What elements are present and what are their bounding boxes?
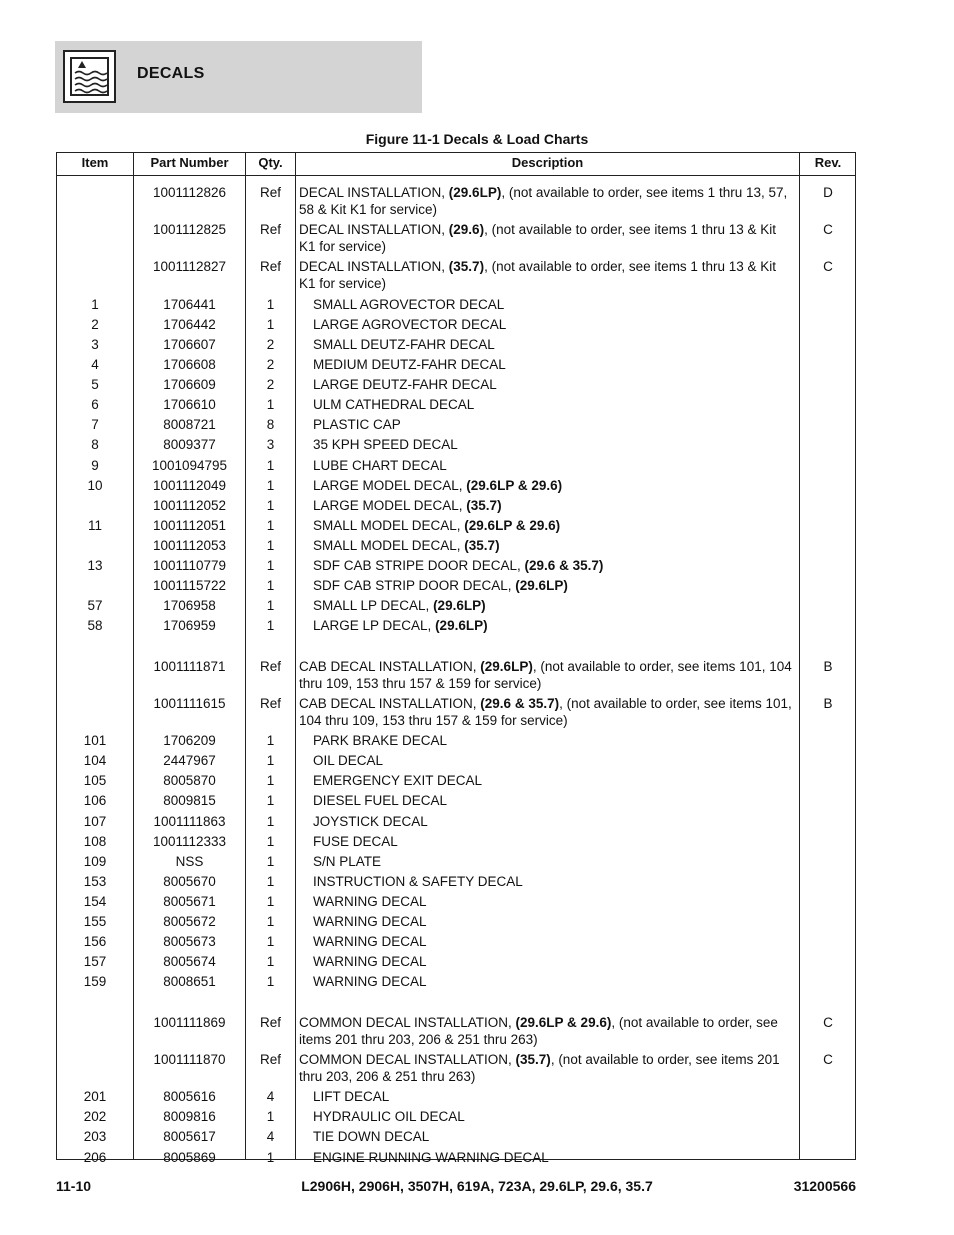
description-text: SDF CAB STRIP DOOR DECAL,: [313, 578, 516, 593]
description-cell: [313, 336, 795, 353]
model-qualifier: (29.6LP): [448, 185, 502, 200]
part-number-cell: 1001111615: [153, 696, 226, 711]
qty-cell: 1: [266, 954, 275, 969]
item-cell: 2: [91, 317, 99, 332]
description-cell: [299, 221, 795, 255]
part-number-cell: 8005869: [163, 1150, 216, 1165]
qty-cell: 1: [266, 598, 275, 613]
item-cell: 155: [83, 914, 107, 929]
description-note: , (not available to order, see items 1 thru 13 & Kit K1 for service): [299, 222, 776, 254]
description-cell: [313, 792, 795, 809]
description-text: WARNING DECAL: [313, 894, 427, 909]
qty-cell: 1: [266, 1150, 275, 1165]
page-number: 11-10: [56, 1178, 92, 1194]
description-cell: [299, 695, 795, 729]
item-cell: 13: [87, 558, 103, 573]
description-text: LARGE DEUTZ-FAHR DECAL: [313, 377, 497, 392]
description-cell: [313, 457, 795, 474]
model-qualifier: (29.6 & 35.7): [524, 558, 604, 573]
part-number-cell: 1706610: [163, 397, 216, 412]
qty-cell: 3: [266, 437, 275, 452]
item-cell: 58: [87, 618, 103, 633]
figure-caption: Figure 11-1 Decals & Load Charts: [365, 131, 589, 147]
qty-cell: Ref: [259, 1052, 281, 1067]
decal-manual-icon: [63, 50, 116, 103]
rev-cell: C: [823, 1052, 833, 1067]
item-cell: 203: [83, 1129, 107, 1144]
qty-cell: Ref: [259, 1015, 281, 1030]
description-text: SMALL DEUTZ-FAHR DECAL: [313, 337, 495, 352]
qty-cell: 1: [266, 753, 275, 768]
part-number-cell: 8005673: [163, 934, 216, 949]
qty-cell: 1: [266, 538, 275, 553]
description-cell: [313, 913, 795, 930]
description-cell: [299, 184, 795, 218]
qty-cell: 1: [266, 458, 275, 473]
description-text: LUBE CHART DECAL: [313, 458, 447, 473]
description-text: DIESEL FUEL DECAL: [313, 793, 448, 808]
part-number-cell: 1706209: [163, 733, 216, 748]
qty-cell: Ref: [259, 259, 281, 274]
qty-cell: Ref: [259, 696, 281, 711]
description-note: , (not available to order, see items 1 thru 13 & Kit K1 for service): [299, 259, 776, 291]
model-qualifier: (29.6LP): [515, 578, 568, 593]
description-cell: [313, 973, 795, 990]
description-cell: [313, 296, 795, 313]
description-cell: [313, 1088, 795, 1105]
item-cell: 5: [91, 377, 99, 392]
description-text: LARGE MODEL DECAL,: [313, 478, 467, 493]
description-text: WARNING DECAL: [313, 914, 427, 929]
part-number-cell: 1001111871: [153, 659, 226, 674]
part-number-cell: 8005870: [163, 773, 216, 788]
part-number-cell: 1001112826: [152, 185, 227, 200]
description-text: DECAL INSTALLATION,: [299, 222, 449, 237]
qty-cell: Ref: [259, 659, 281, 674]
model-qualifier: (29.6LP): [433, 598, 486, 613]
description-cell: [313, 1149, 795, 1166]
part-number-cell: 8009815: [163, 793, 216, 808]
model-qualifier: (29.6LP & 29.6): [466, 478, 563, 493]
description-text: WARNING DECAL: [313, 954, 427, 969]
qty-cell: 1: [266, 498, 275, 513]
part-number-cell: 1706608: [163, 357, 216, 372]
qty-cell: 1: [266, 974, 275, 989]
description-note: , (not available to order, see items 1 thru 13, 57, 58 & Kit K1 for service): [299, 185, 788, 217]
part-number-cell: 8005616: [163, 1089, 216, 1104]
model-list: L2906H, 2906H, 3507H, 619A, 723A, 29.6LP, 29.6, 35.7: [301, 1178, 653, 1194]
item-cell: 107: [83, 814, 107, 829]
description-text: LARGE AGROVECTOR DECAL: [313, 317, 507, 332]
model-qualifier: (35.7): [466, 498, 502, 513]
description-cell: [313, 732, 795, 749]
description-text: LARGE MODEL DECAL,: [313, 498, 467, 513]
description-cell: [313, 396, 795, 413]
item-cell: 57: [87, 598, 103, 613]
qty-cell: 4: [266, 1129, 275, 1144]
description-cell: [313, 577, 795, 594]
description-cell: [313, 953, 795, 970]
description-cell: [313, 497, 795, 514]
part-number-cell: 1001111863: [153, 814, 226, 829]
description-cell: [313, 813, 795, 830]
qty-cell: 1: [266, 518, 275, 533]
part-number-cell: NSS: [175, 854, 204, 869]
qty-cell: 1: [266, 317, 275, 332]
description-note: , (not available to order, see items 101, 104 thru 109, 153 thru 157 & 159 for service): [299, 659, 792, 691]
item-cell: 206: [83, 1150, 107, 1165]
qty-cell: 1: [266, 397, 275, 412]
description-text: FUSE DECAL: [313, 834, 398, 849]
description-text: LIFT DECAL: [313, 1089, 390, 1104]
item-cell: 9: [91, 458, 99, 473]
qty-cell: 1: [266, 814, 275, 829]
qty-cell: Ref: [259, 222, 281, 237]
model-qualifier: (29.6LP & 29.6): [515, 1015, 612, 1030]
rev-cell: C: [823, 259, 833, 274]
section-title: DECALS: [137, 65, 205, 82]
model-qualifier: (29.6): [448, 222, 485, 237]
description-cell: [299, 258, 795, 292]
description-text: JOYSTICK DECAL: [313, 814, 428, 829]
item-cell: 4: [91, 357, 99, 372]
part-number-cell: 8008721: [163, 417, 216, 432]
description-cell: [313, 557, 795, 574]
qty-cell: 1: [266, 914, 275, 929]
description-text: SDF CAB STRIPE DOOR DECAL,: [313, 558, 525, 573]
rev-cell: C: [823, 1015, 833, 1030]
item-cell: 104: [83, 753, 107, 768]
description-cell: [313, 376, 795, 393]
part-number-cell: 1001112049: [152, 478, 227, 493]
description-cell: [299, 1051, 795, 1085]
col-header-description: Description: [511, 155, 584, 170]
part-number-cell: 8008651: [163, 974, 216, 989]
description-text: SMALL MODEL DECAL,: [313, 518, 465, 533]
part-number-cell: 8009816: [163, 1109, 216, 1124]
qty-cell: 1: [266, 578, 275, 593]
qty-cell: 1: [266, 1109, 275, 1124]
description-cell: [313, 477, 795, 494]
description-cell: [313, 617, 795, 634]
part-number-cell: 1001111869: [153, 1015, 226, 1030]
parts-table: [56, 152, 856, 1165]
item-cell: 8: [91, 437, 99, 452]
description-cell: [313, 316, 795, 333]
item-cell: 157: [83, 954, 107, 969]
description-cell: [299, 658, 795, 692]
part-number-cell: 1706958: [163, 598, 216, 613]
description-text: 35 KPH SPEED DECAL: [313, 437, 458, 452]
part-number-cell: 1001110779: [152, 558, 227, 573]
qty-cell: 1: [266, 894, 275, 909]
description-text: ULM CATHEDRAL DECAL: [313, 397, 475, 412]
description-text: DECAL INSTALLATION,: [299, 259, 449, 274]
description-text: COMMON DECAL INSTALLATION,: [299, 1052, 516, 1067]
description-cell: [313, 517, 795, 534]
description-text: HYDRAULIC OIL DECAL: [313, 1109, 465, 1124]
item-cell: 106: [83, 793, 107, 808]
description-text: PLASTIC CAP: [313, 417, 401, 432]
description-text: SMALL LP DECAL,: [313, 598, 434, 613]
item-cell: 3: [91, 337, 99, 352]
part-number-cell: 1706959: [163, 618, 216, 633]
model-qualifier: (29.6 & 35.7): [480, 696, 560, 711]
description-text: CAB DECAL INSTALLATION,: [299, 696, 481, 711]
qty-cell: 1: [266, 773, 275, 788]
qty-cell: Ref: [259, 185, 281, 200]
part-number-cell: 1706607: [163, 337, 216, 352]
col-header-rev: Rev.: [814, 155, 842, 170]
item-cell: 108: [83, 834, 107, 849]
description-cell: [313, 416, 795, 433]
qty-cell: 1: [266, 934, 275, 949]
description-note: , (not available to order, see items 101, 104 thru 109, 153 thru 157 & 159 for service): [299, 696, 792, 728]
qty-cell: 1: [266, 733, 275, 748]
item-cell: 153: [83, 874, 107, 889]
rev-cell: B: [823, 659, 833, 674]
qty-cell: 2: [266, 357, 275, 372]
item-cell: 7: [91, 417, 99, 432]
item-cell: 11: [87, 518, 102, 533]
qty-cell: 1: [266, 793, 275, 808]
description-cell: [313, 933, 795, 950]
part-number-cell: 1706441: [163, 297, 216, 312]
part-number-cell: 1001112825: [152, 222, 227, 237]
qty-cell: 2: [266, 337, 275, 352]
description-cell: [313, 1108, 795, 1125]
qty-cell: 4: [266, 1089, 275, 1104]
description-cell: [313, 436, 795, 453]
part-number-cell: 1001112827: [152, 259, 227, 274]
part-number-cell: 8005674: [163, 954, 216, 969]
part-number-cell: 1001094795: [151, 458, 228, 473]
description-cell: [313, 853, 795, 870]
model-qualifier: (35.7): [448, 259, 485, 274]
item-cell: 154: [83, 894, 107, 909]
qty-cell: 1: [266, 874, 275, 889]
description-text: SMALL MODEL DECAL,: [313, 538, 465, 553]
item-cell: 101: [83, 733, 107, 748]
qty-cell: 1: [266, 478, 275, 493]
description-text: MEDIUM DEUTZ-FAHR DECAL: [313, 357, 506, 372]
qty-cell: 1: [266, 297, 275, 312]
part-number-cell: 8005672: [163, 914, 216, 929]
item-cell: 201: [83, 1089, 107, 1104]
rev-cell: B: [823, 696, 833, 711]
part-number-cell: 8005617: [163, 1129, 216, 1144]
part-number-cell: 1001112333: [152, 834, 227, 849]
qty-cell: 1: [266, 558, 275, 573]
part-number-cell: 8005670: [163, 874, 216, 889]
qty-cell: 2: [266, 377, 275, 392]
model-qualifier: (29.6LP): [435, 618, 488, 633]
item-cell: 156: [83, 934, 107, 949]
description-cell: [313, 752, 795, 769]
part-number-cell: 1001111870: [153, 1052, 226, 1067]
description-cell: [313, 893, 795, 910]
part-number-cell: 2447967: [163, 753, 216, 768]
description-cell: [313, 833, 795, 850]
description-text: S/N PLATE: [313, 854, 382, 869]
description-text: SMALL AGROVECTOR DECAL: [313, 297, 505, 312]
item-cell: 202: [83, 1109, 107, 1124]
description-text: PARK BRAKE DECAL: [313, 733, 448, 748]
col-header-item: Item: [81, 155, 109, 170]
description-cell: [299, 1014, 795, 1048]
qty-cell: 8: [266, 417, 275, 432]
description-cell: [313, 772, 795, 789]
part-number-cell: 1001115722: [152, 578, 227, 593]
model-qualifier: (29.6LP): [480, 659, 533, 674]
part-number-cell: 1706609: [163, 377, 216, 392]
description-text: TIE DOWN DECAL: [313, 1129, 430, 1144]
rev-cell: C: [823, 222, 833, 237]
description-cell: [313, 537, 795, 554]
description-text: ENGINE RUNNING WARNING DECAL: [313, 1150, 549, 1165]
item-cell: 159: [83, 974, 107, 989]
description-text: COMMON DECAL INSTALLATION,: [299, 1015, 516, 1030]
item-cell: 1: [91, 297, 99, 312]
description-cell: [313, 1128, 795, 1145]
col-header-qty: Qty.: [258, 155, 283, 170]
part-number-cell: 1001112051: [152, 518, 227, 533]
description-text: CAB DECAL INSTALLATION,: [299, 659, 481, 674]
description-text: INSTRUCTION & SAFETY DECAL: [313, 874, 523, 889]
description-text: LARGE LP DECAL,: [313, 618, 436, 633]
model-qualifier: (35.7): [464, 538, 500, 553]
section-header: [55, 41, 422, 113]
description-text: WARNING DECAL: [313, 934, 427, 949]
qty-cell: 1: [266, 854, 275, 869]
description-cell: [313, 873, 795, 890]
description-text: OIL DECAL: [313, 753, 384, 768]
qty-cell: 1: [266, 834, 275, 849]
item-cell: 6: [91, 397, 99, 412]
part-number-cell: 1001112052: [152, 498, 227, 513]
description-cell: [313, 597, 795, 614]
part-number-cell: 1706442: [163, 317, 216, 332]
description-text: DECAL INSTALLATION,: [299, 185, 449, 200]
col-header-part-number: Part Number: [150, 155, 229, 170]
description-note: , (not available to order, see items 201 thru 203, 206 & 251 thru 263): [299, 1052, 780, 1084]
qty-cell: 1: [266, 618, 275, 633]
rev-cell: D: [823, 185, 833, 200]
item-cell: 10: [87, 478, 103, 493]
document-number: 31200566: [793, 1178, 856, 1194]
description-cell: [313, 356, 795, 373]
model-qualifier: (35.7): [515, 1052, 551, 1067]
description-text: EMERGENCY EXIT DECAL: [313, 773, 483, 788]
part-number-cell: 1001112053: [152, 538, 227, 553]
model-qualifier: (29.6LP & 29.6): [464, 518, 561, 533]
part-number-cell: 8009377: [163, 437, 216, 452]
description-text: WARNING DECAL: [313, 974, 427, 989]
item-cell: 109: [83, 854, 107, 869]
part-number-cell: 8005671: [163, 894, 216, 909]
description-note: , (not available to order, see items 201 thru 203, 206 & 251 thru 263): [299, 1015, 778, 1047]
item-cell: 105: [83, 773, 107, 788]
